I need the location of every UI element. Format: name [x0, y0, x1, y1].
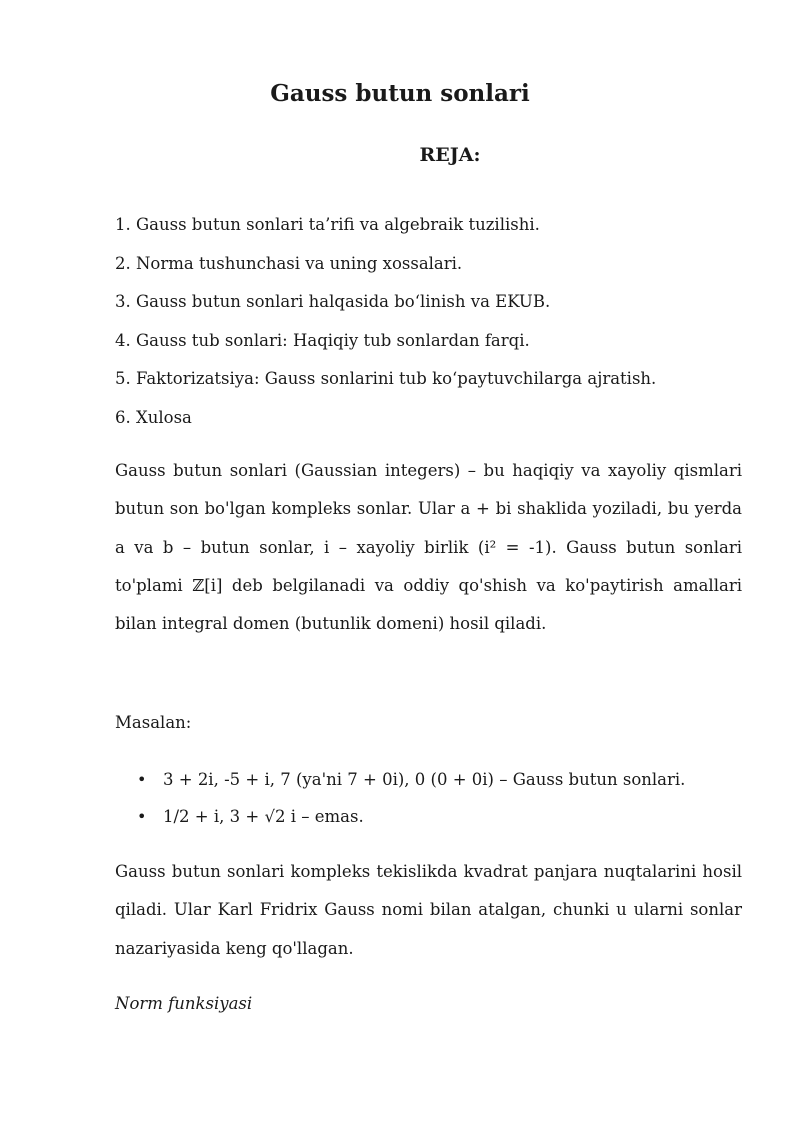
- examples-list: [115, 761, 742, 835]
- plan-item: 3. Gauss butun sonlari halqasida bo‘linish va EKUB.: [115, 292, 551, 312]
- example-text: 3 + 2i, -5 + i, 7 (ya'ni 7 + 0i), 0 (0 + 0i) – Gauss butun sonlari.: [163, 770, 686, 789]
- plan-item: 2. Norma tushunchasi va uning xossalari.: [115, 253, 463, 273]
- example-text: 1/2 + i, 3 + √2 i – emas.: [163, 807, 364, 826]
- plan-item: 5. Faktorizatsiya: Gauss sonlarini tub ko‘paytuvchilarga ajratish.: [115, 369, 657, 389]
- plan-item: 1. Gauss butun sonlari ta’rifi va algebraik tuzilishi.: [115, 215, 540, 234]
- plan-list: [115, 206, 755, 438]
- plan-heading: REJA:: [419, 144, 481, 166]
- lattice-paragraph: Gauss butun sonlari kompleks tekislikda kvadrat panjara nuqtalarini hosil qiladi. Ular Karl Fridrix Gauss nomi bilan atalgan, chunki u ularni sonlar nazariyasida keng qo'llagan.: [115, 862, 742, 958]
- plan-item: 6. Xulosa: [115, 407, 192, 427]
- list-item: [115, 798, 742, 835]
- document-title: Gauss butun sonlari: [270, 80, 530, 107]
- bullet-icon: •: [137, 770, 147, 789]
- intro-paragraph: Gauss butun sonlari (Gaussian integers) – bu haqiqiy va xayoliy qismlari butun son bo'lgan kompleks sonlar. Ular a + bi shaklida yoziladi, bu yerda a va b – butun sonlar, i – xayoliy birlik (i² = -1). Gauss butun sonlari to'plami ℤ[i] deb belgilanadi va oddiy qo'shish va ko'paytirish amallari bilan integral domen (butunlik domeni) hosil qiladi.: [115, 461, 742, 634]
- section-heading: Norm funksiyasi: [115, 994, 253, 1013]
- plan-item: 4. Gauss tub sonlari: Haqiqiy tub sonlardan farqi.: [115, 330, 530, 350]
- list-item: [115, 761, 742, 798]
- bullet-icon: •: [137, 807, 147, 826]
- examples-label: Masalan:: [115, 713, 192, 732]
